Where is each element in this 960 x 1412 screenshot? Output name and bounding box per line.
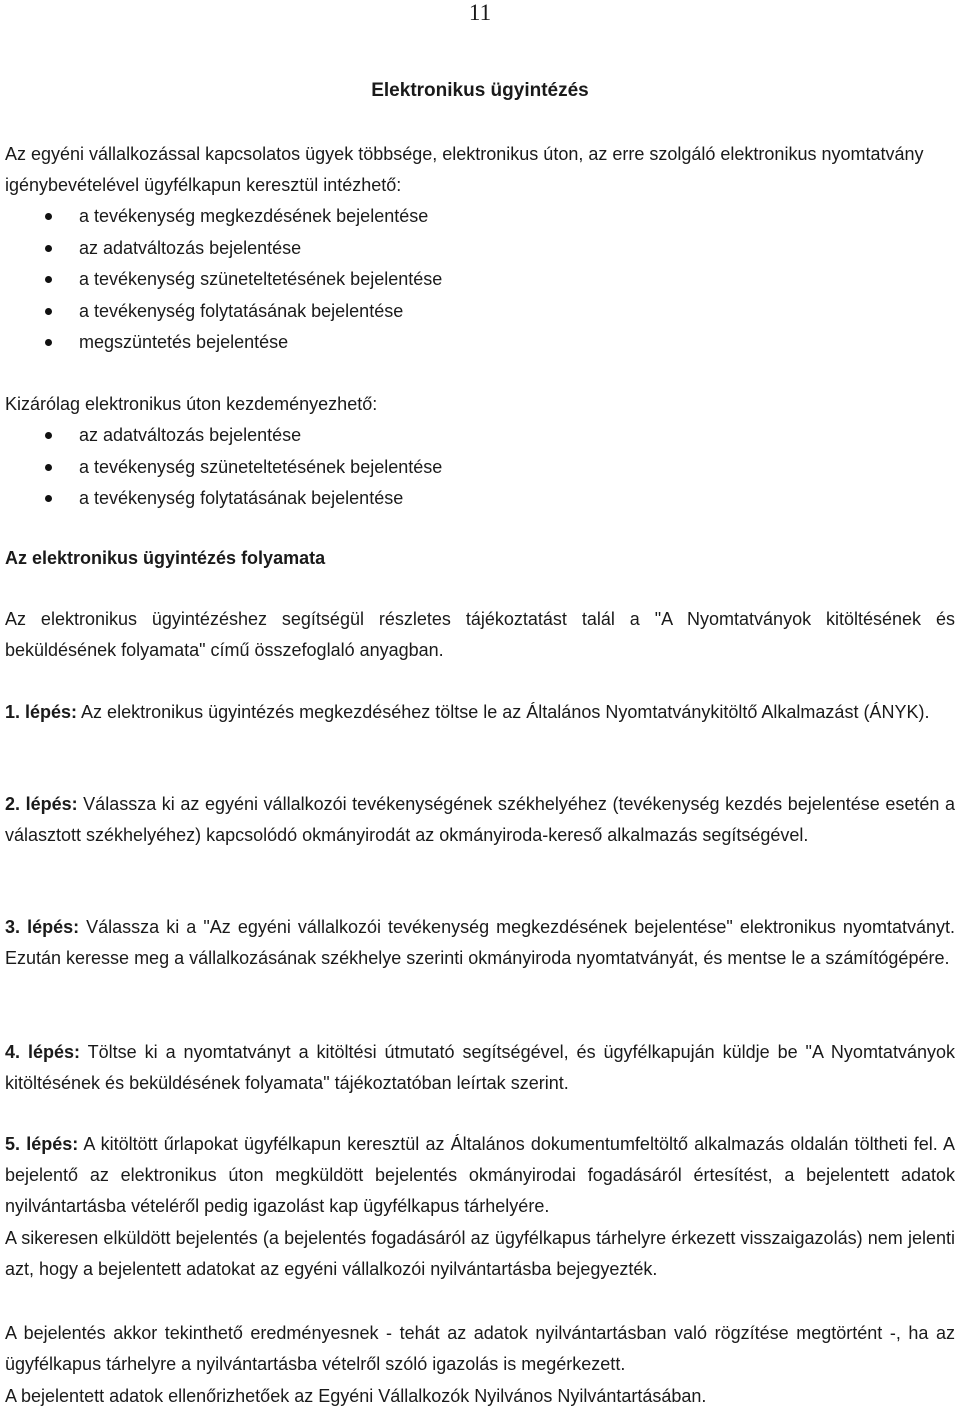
step-text: Válassza ki az egyéni vállalkozói tevékenységének székhelyéhez (tevékenység kezdés bejelentése esetén a választott székhelyéhez) kapcsolódó okmányirodát az okmányiroda-kereső alkalmazás segítségével. — [5, 794, 955, 845]
bullet-icon — [45, 432, 52, 439]
list-item — [5, 483, 955, 515]
step-text: A kitöltött űrlapokat ügyfélkapun keresztül az Általános dokumentumfeltöltő alkalmazás oldalán töltheti fel. A bejelentő az elektronikus úton megküldött bejelentés okmányirodai fogadásáról értesítést, a bejelentett adatok nyilvántartásba vételéről pedig igazolást kap ügyfélkapus tárhelyére. — [5, 1134, 955, 1216]
list-item — [5, 201, 955, 233]
intro-paragraph: Az egyéni vállalkozással kapcsolatos ügyek többsége, elektronikus úton, az erre szolgáló elektronikus nyomtatvány igénybevételével ügyfélkapun keresztül intézhető: — [5, 144, 924, 195]
bullet-icon — [45, 308, 52, 315]
step-label: 4. lépés: — [5, 1042, 80, 1062]
step-label: 5. lépés: — [5, 1134, 79, 1154]
list-item-label: a tevékenység szüneteltetésének bejelentése — [79, 269, 443, 289]
page-number: 11 — [468, 0, 492, 25]
exclusive-section — [5, 389, 955, 515]
step-2 — [5, 789, 955, 851]
step-4 — [5, 1037, 955, 1099]
bullet-icon — [45, 276, 52, 283]
list-item — [5, 452, 955, 484]
list-item-label: megszüntetés bejelentése — [79, 332, 289, 352]
bullet-icon — [45, 464, 52, 471]
list-item-label: a tevékenység megkezdésének bejelentése — [79, 206, 429, 226]
process-paragraph: Az elektronikus ügyintézéshez segítségül részletes tájékoztatást talál a "A Nyomtatványok kitöltésének és beküldésének folyamata" című összefoglaló anyagban. — [5, 609, 955, 660]
list-item — [5, 233, 955, 265]
step-3 — [5, 912, 955, 974]
step-label: 1. lépés: — [5, 702, 78, 722]
list-item-label: a tevékenység folytatásának bejelentése — [79, 300, 404, 321]
step-label: 3. lépés: — [5, 917, 80, 937]
document-title: Elektronikus ügyintézés — [371, 80, 589, 101]
list-item — [5, 296, 955, 328]
list-item-label: a tevékenység folytatásának bejelentése — [79, 488, 404, 508]
bullet-icon — [45, 339, 52, 346]
list-item — [5, 327, 955, 359]
closing-paragraph-1: A sikeresen elküldött bejelentés (a bejelentés fogadásáról az ügyfélkapus tárhelyre érkezett visszaigazolás) nem jelenti azt, hogy a bejelentett adatokat az egyéni vállalkozói nyilvántartásba bejegyezték. — [5, 1228, 955, 1279]
intro-section — [5, 139, 955, 359]
list-item-label: az adatváltozás bejelentése — [79, 237, 302, 258]
closing-paragraph-2: A bejelentés akkor tekinthető eredményesnek - tehát az adatok nyilvántartásban való rögzítése megtörtént -, ha az ügyfélkapus tárhelyre a nyilvántartásba vételről szóló igazolás is megérkezett. — [5, 1323, 955, 1374]
exclusive-list — [5, 420, 955, 515]
bullet-icon — [45, 495, 52, 502]
intro-list — [5, 201, 955, 359]
step-text: Válassza ki a "Az egyéni vállalkozói tevékenység megkezdésének bejelentése" elektronikus nyomtatványt. Ezután keresse meg a vállalkozásának székhelye szerinti okmányiroda nyomtatványát, és mentse le a számítógépére. — [5, 917, 955, 968]
list-item — [5, 264, 955, 296]
list-item-label: a tevékenység szüneteltetésének bejelentése — [79, 456, 443, 477]
exclusive-paragraph: Kizárólag elektronikus úton kezdeményezhető: — [5, 394, 378, 414]
list-item-label: az adatváltozás bejelentése — [79, 425, 302, 445]
step-1 — [5, 697, 955, 728]
bullet-icon — [45, 245, 52, 252]
bullet-icon — [45, 213, 52, 220]
process-heading: Az elektronikus ügyintézés folyamata — [5, 548, 326, 568]
closing-paragraph-3: A bejelentett adatok ellenőrizhetőek az Egyéni Vállalkozók Nyilvános Nyilvántartásában. — [5, 1386, 707, 1406]
list-item — [5, 420, 955, 452]
step-text: Töltse ki a nyomtatványt a kitöltési útmutató segítségével, és ügyfélkapuján küldje be "A Nyomtatványok kitöltésének és beküldésének folyamata" tájékoztatóban leírtak szerint. — [5, 1042, 955, 1093]
step-label: 2. lépés: — [5, 794, 78, 814]
step-text: Az elektronikus ügyintézés megkezdéséhez töltse le az Általános Nyomtatványkitöltő Alkalmazást (ÁNYK). — [77, 702, 930, 722]
step-5 — [5, 1129, 955, 1222]
